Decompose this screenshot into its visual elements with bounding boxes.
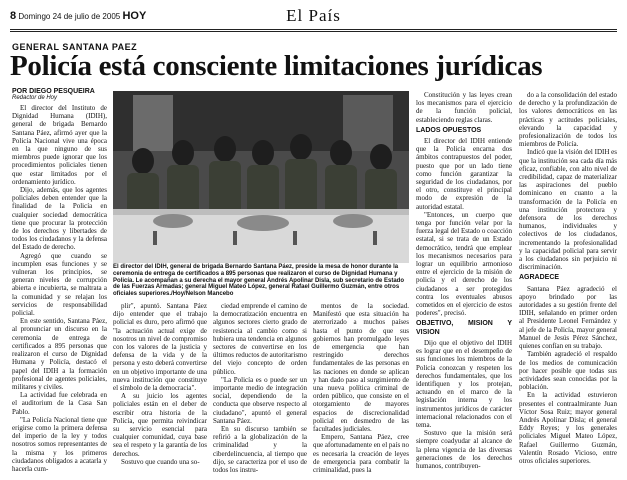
page-number: 8 xyxy=(10,10,17,22)
paragraph: mentos de la sociedad. Manifestó que esta situación ha aterrorizado a muchos países hasta el punto de que sus gobiernos han promulgado leyes de emergencia que han restringido derechos fundamentales de las personas en las naciones en donde se aplican y han dado paso al surgimiento de una nueva política criminal de orden público, que consiste en el otorgamiento de mayores espacios de discrecionalidad policial en desmedro de las facultades judiciales. xyxy=(313,302,409,434)
paragraph: En la actividad estuvieron presentes el contraalmirante Juan Víctor Sosa Ruiz; mayor general Andrés Apolinar Disla; el general Eddy Reyes; y los generales policiales Miguel Mateo López, Rafael Guillermo Guzmán, Valentín Rosado Vicioso, entre otros oficiales superiores. xyxy=(519,391,617,465)
article-byline xyxy=(12,88,95,101)
paragraph: Empero, Santana Páez, cree que afortunadamente en el país no es necesaria la creación de leyes de emergencia para combatir la criminalidad, pues la xyxy=(313,433,409,475)
photo-illustration xyxy=(113,91,409,263)
paragraph: "Entonces, un cuerpo que tenga por función velar por la fuerza legal del Estado o coacción estatal, si se trata de un Estado democrático, tendrá que emplear los mecanismos necesarios para lograr un equilibrio armonioso entre el ejercicio de la misión de policía y el derecho de los ciudadanos a ser protegidos contra los eventuales abusos cometidos en el ejercicio de estos poderes", precisó. xyxy=(416,210,512,318)
paragraph: En su discurso también se refirió a la globalización de la criminalidad y la ciberdelincuencia, al tiempo que dijo, se caracteriza por el uso de todos los instru- xyxy=(213,425,307,475)
paragraph: ciedad emprende el camino de la democratización encuentra en algunos sectores cierto grado de resistencia al cambio como si hubiera una tendencia en algunos sectores de convertirse en los últimos reductos de autoritarismo del viejo concepto de orden público. xyxy=(213,302,307,376)
subheading-lados-opuestos: LADOS OPUESTOS xyxy=(416,126,482,134)
paragraph: El director del IDIH entiende que la Policía encarna dos ámbitos contrapuestos del poder, puesto que por un lado tiene como función garantizar la seguridad de los ciudadanos, por el otro, constituye el principal modo de expresión de la autoridad estatal. xyxy=(416,137,512,211)
paragraph: Santana Páez agradeció el apoyo brindado por las autoridades a su gestión frente del IDIH, señalando en primer orden al Presidente Leonel Fernández y al jefe de la Policía, mayor general Manuel de Jesús Pérez Sánchez, quienes confían en su trabajo. xyxy=(519,284,617,351)
paragraph: A su juicio los agentes policiales están en el deber de escribir otra historia de la Policía, que permita reivindicar su servicio esencial para cualquier comunidad, cuya base sea el respeto y la garantía de los derechos. xyxy=(113,392,207,458)
paragraph: "La Policía es o puede ser un importante medio de integración social, dependiendo de la conducta que observe respecto al ciudadano", apuntó el general Santana Páez. xyxy=(213,375,307,425)
paragraph: Indicó que la visión del IDIH es que la institución sea cada día más eficaz, confiable, con alto nivel de credibilidad, capaz de materializar las aspiraciones del pueblo dominicano en cuanto a la transformación de la Policía en una institución protectora y defensora de los derechos humanos, individuales y colectivos de los ciudadanos, incrementando la profesionalidad y la capacidad policial para servir a los ciudadanos sin perjuicio ni discriminación. xyxy=(519,148,617,272)
paragraph: Constitución y las leyes crean los mecanismos para el ejercicio de la función policial, estableciendo reglas claras. xyxy=(416,91,512,124)
masthead-rule xyxy=(10,29,617,30)
paragraph: "La Policía Nacional tiene que erigirse como la primera defensa del imperio de la ley y todos nosotros somos representantes de la misma y los primeros ciudadanos obligados a acatarla y hacerla cum- xyxy=(12,415,107,473)
paragraph: Agregó que cuando se incumplen esas funciones y se vulneran los principios, se generan niveles de corrupción abierta e incubierta, se maltrata a la comunidad y se relajan los servicios de responsabilidad policial. xyxy=(12,251,107,318)
photo-caption: El director del IDIH, general de brigada Bernardo Santana Páez, preside la mesa de honor durante la ceremonia de entrega de certificados a 895 personas que realizaron el curso de Dignidad Humana y Policía. Le acompañan a su derecha el mayor general Andrés Apolinar Disla, sub secretario de Estado de las Fuerzas Armadas; general Miguel Mateo López, general Rafael Guillermo Guzmán, entre otros oficiales superiores./Hoy/Nelson Mancebo xyxy=(113,264,404,298)
masthead xyxy=(10,6,617,28)
byline-author: POR DIEGO PESQUEIRA xyxy=(12,88,95,95)
article-photo xyxy=(113,91,409,263)
article-headline: Policía está consciente limitaciones jurídicas xyxy=(10,50,543,82)
paragraph: do a la consolidación del estado de derecho y la profundización de los valores democráticos en las prácticas y actitudes policiales, elevando la capacidad y profesionalización de todos los miembros de Policía. xyxy=(519,91,617,149)
paragraph: Sostuvo que cuando una so- xyxy=(121,457,200,466)
text-column-6 xyxy=(519,91,617,476)
article-kicker: GENERAL SANTANA PAEZ xyxy=(12,42,138,52)
subheading-agradece: AGRADECE xyxy=(519,274,560,282)
paragraph: plir", apuntó. Santana Páez dijo entender que el trabajo policial es duro, pero afirmó que "la actuación actual exige de nosotros un nivel de compromiso con los valores de la justicia y defensa de la vida y de la persona y esto deberá convertirse en un objetivo importante de una nueva institución que constituye el símbolo de la democracia". xyxy=(113,302,207,393)
paper-name: HOY xyxy=(122,10,147,22)
text-column-5 xyxy=(416,91,512,476)
paragraph: En este sentido, Santana Páez, al pronunciar un discurso en la ceremonia de entrega de certificados a 895 personas que realizaron el curso de Dignidad Humana y Policía, destacó el papel del IDIH a la formación profesional de agentes policiales, militares y civiles. xyxy=(12,317,107,391)
byline-role: Redactor de Hoy xyxy=(12,95,58,101)
text-column-2 xyxy=(113,302,207,476)
subheading-objetivo: OBJETIVO, MISION Y VISION xyxy=(416,320,512,336)
masthead-rule-thin xyxy=(10,31,617,32)
paragraph: La actividad fue celebrada en el auditorium de la Casa San Pablo. xyxy=(12,391,107,416)
paragraph: El director del Instituto de Dignidad Humana (IDIH), general de brigada Bernardo Santana Páez, afirmó ayer que la Policía Nacional vive una época en la que ninguno de sus miembros puede ignorar que los procedimientos policiales tienen que estar limitados por el ordenamiento jurídico. xyxy=(12,104,107,186)
text-column-1 xyxy=(12,104,107,476)
text-column-4 xyxy=(313,302,409,476)
paragraph: También agradeció el respaldo de los medios de comunicación por hacer posible que todas sus actividades sean conocidas por la población. xyxy=(519,350,617,392)
paragraph: Dijo que el objetivo del IDIH es lograr que en el desempeño de sus funciones los miembros de la Policía conozcan y respeten los derechos fundamentales, que los identifiquen y los protejan, actuando en el marco de la legislación interna y los instrumentos jurídicos de carácter internacional relacionados con el tema. xyxy=(416,338,512,429)
paragraph: Dijo, además, que los agentes policiales deben entender que la finalidad de la Policía en cualquier sociedad democrática tiene que procurar la protección de los derechos y libertades de todos los ciudadanos y la defensa del Estado de derecho. xyxy=(12,186,107,252)
paragraph: Sostuvo que la misión será siempre coadyudar al alcance de la plena vigencia de las diversas generaciones de los derechos humanos, contribuyen- xyxy=(416,429,512,470)
section-title: El País xyxy=(286,6,341,25)
text-column-3 xyxy=(213,302,307,476)
issue-date: Domingo 24 de julio de 2005 xyxy=(18,12,121,21)
